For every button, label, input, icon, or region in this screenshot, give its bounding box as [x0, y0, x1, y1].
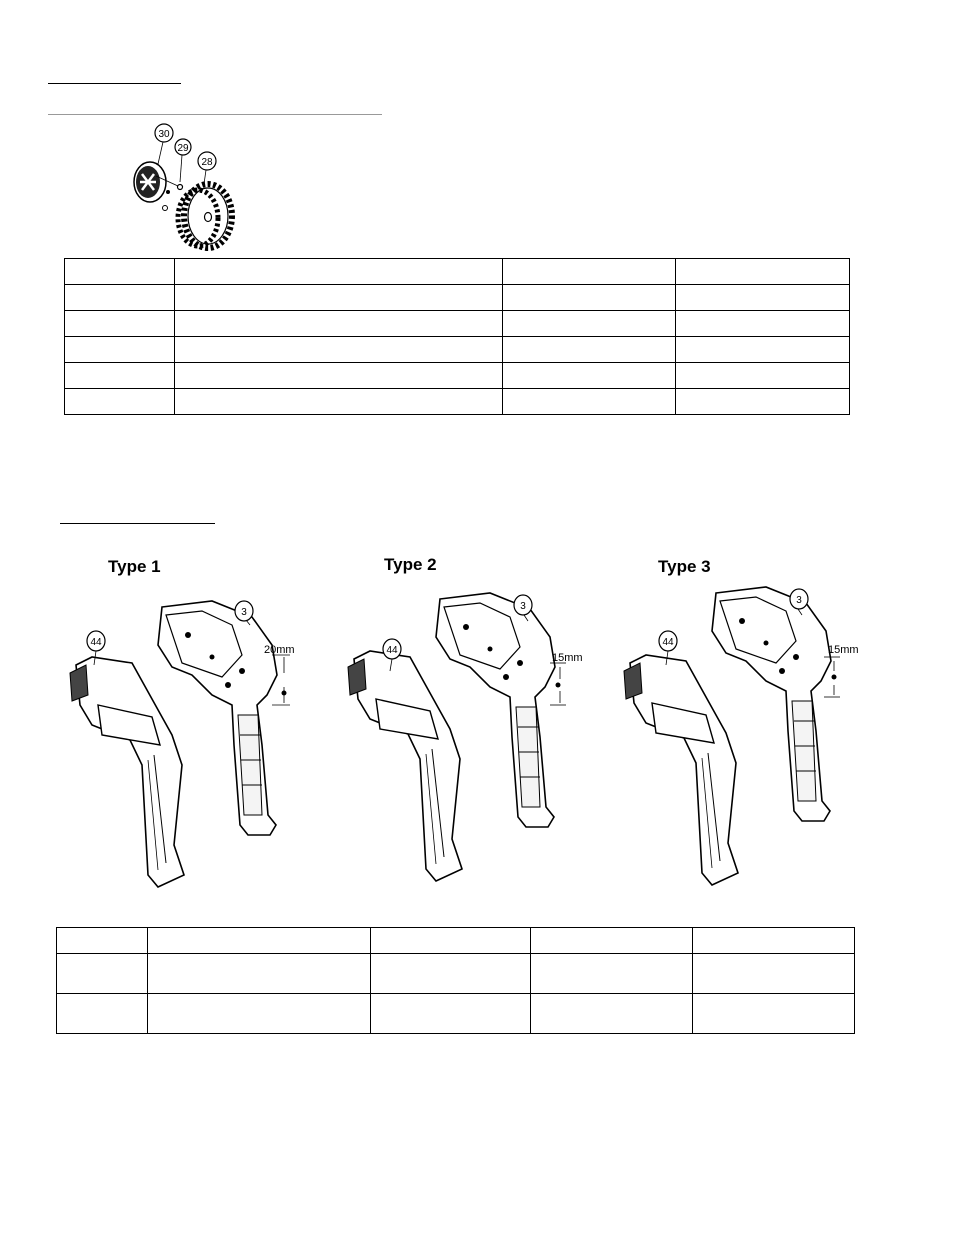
type-3-label: Type 3 — [658, 557, 711, 576]
parts-table-gear — [64, 258, 850, 415]
svg-text:3: 3 — [796, 595, 802, 606]
callout-30 — [155, 124, 173, 164]
section-heading-underline-2 — [60, 523, 215, 524]
table-row — [65, 389, 850, 415]
svg-text:29: 29 — [177, 143, 189, 154]
type-2-label: Type 2 — [384, 555, 437, 574]
table-row — [65, 311, 850, 337]
section-heading-underline — [48, 83, 181, 84]
svg-text:30: 30 — [158, 129, 170, 140]
dimension-label-type-2: 15mm — [552, 652, 583, 664]
pin-part-2 — [163, 206, 168, 211]
svg-text:44: 44 — [90, 637, 102, 648]
table-row — [65, 337, 850, 363]
callout-29 — [175, 139, 191, 182]
section-subheading-rule — [48, 114, 382, 115]
callout-28 — [198, 152, 216, 184]
pin-part — [166, 190, 170, 194]
housing-drawings — [62, 545, 874, 910]
housing-types-diagram — [62, 545, 874, 910]
svg-text:44: 44 — [386, 645, 398, 656]
type-1-label: Type 1 — [108, 557, 161, 576]
flange-part — [134, 162, 166, 202]
svg-text:44: 44 — [662, 637, 674, 648]
washer-part — [178, 185, 183, 190]
gear-exploded-diagram — [118, 120, 248, 255]
table-row — [57, 928, 855, 954]
gear-part — [178, 184, 232, 248]
table-row — [65, 259, 850, 285]
table-row — [57, 994, 855, 1034]
parts-table-housing — [56, 927, 855, 1034]
dimension-label-type-3: 15mm — [828, 644, 859, 656]
svg-text:3: 3 — [241, 607, 247, 618]
svg-text:3: 3 — [520, 601, 526, 612]
dimension-label-type-1: 20mm — [264, 644, 295, 656]
table-row — [65, 285, 850, 311]
table-row — [65, 363, 850, 389]
svg-text:28: 28 — [201, 157, 213, 168]
table-row — [57, 954, 855, 994]
